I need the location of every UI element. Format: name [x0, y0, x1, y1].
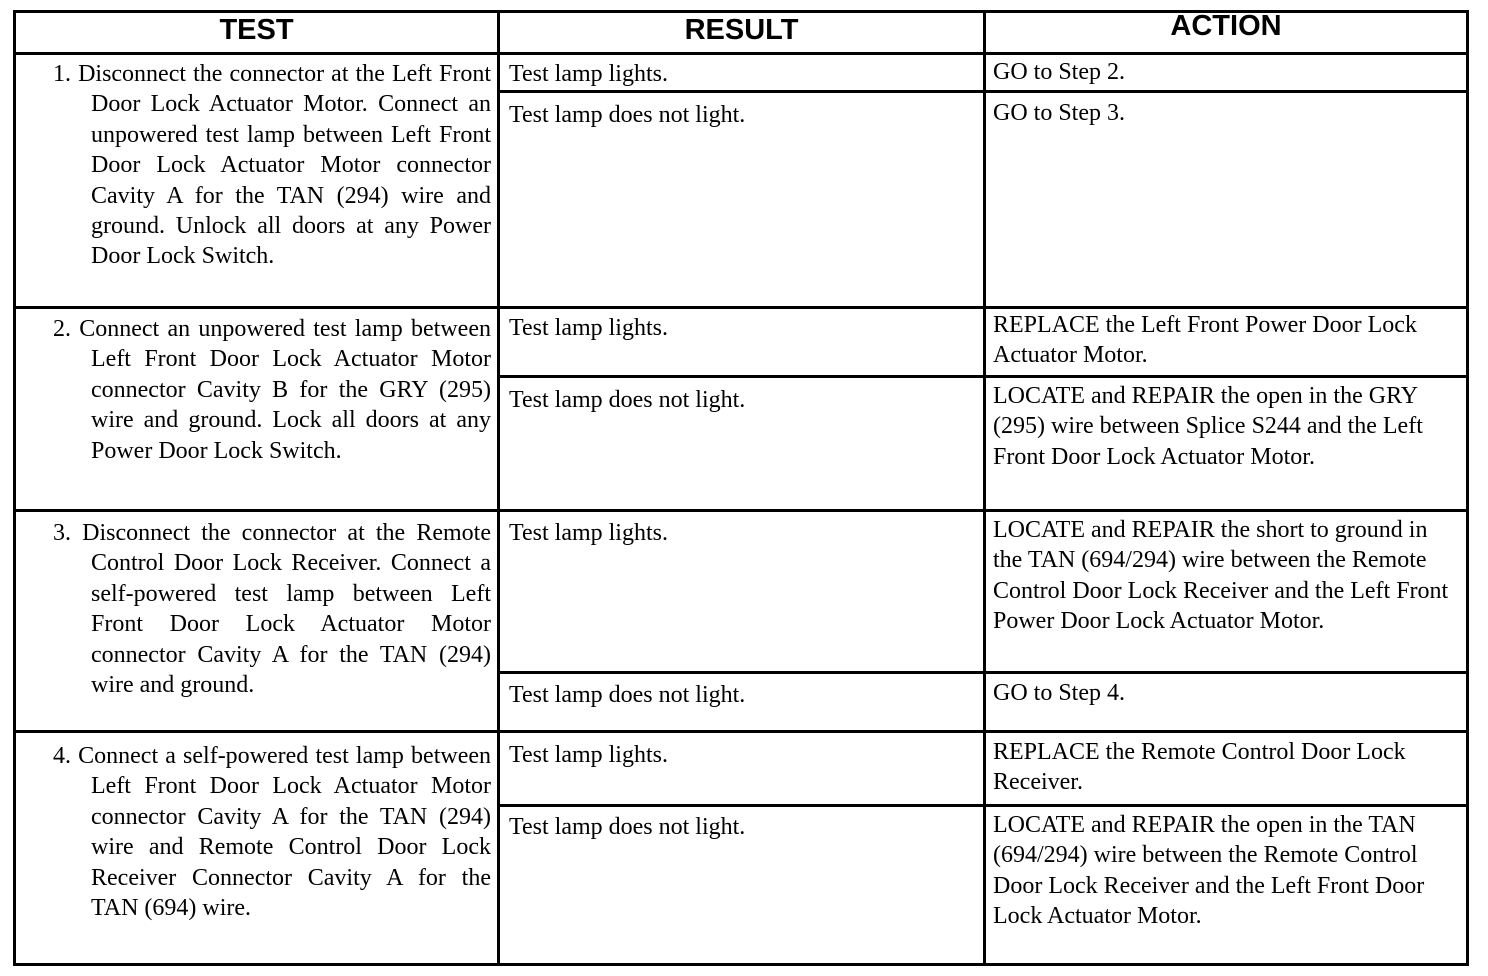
result-step-3-no-light: Test lamp does not light. — [509, 682, 746, 708]
test-step-1: 1. Disconnect the connector at the Left Front Door Lock Actuator Motor. Connect an unpowered test lamp between Left Front Door Lock Actuator Motor connector Cavity A for the TAN (294) wire and ground. Unlock all doors at any Power Door Lock Switch. — [53, 61, 491, 270]
subrow-separator-4 — [497, 804, 1469, 807]
step-separator-2 — [13, 509, 1469, 512]
test-step-4: 4. Connect a self-powered test lamp between Left Front Door Lock Actuator Motor connector Cavity A for the TAN (294) wire and Remote Control Door Lock Receiver Connector Cavity A for the TAN (694) wire. — [53, 743, 491, 922]
result-step-2-no-light: Test lamp does not light. — [509, 387, 746, 413]
action-step-3-lights: LOCATE and REPAIR the short to ground in the TAN (694/294) wire between the Remote Control Door Lock Receiver and the Left Front Power Door Lock Actuator Motor. — [993, 517, 1449, 635]
test-step-3: 3. Disconnect the connector at the Remote Control Door Lock Receiver. Connect a self-powered test lamp between Left Front Door Lock Actuator Motor connector Cavity A for the TAN (294) wire and ground. — [53, 520, 491, 699]
action-step-1-lights: GO to Step 2. — [993, 59, 1125, 85]
result-step-1-lights: Test lamp lights. — [509, 61, 668, 87]
action-step-3-no-light: GO to Step 4. — [993, 680, 1125, 706]
header-separator — [13, 52, 1469, 55]
step-separator-1 — [13, 306, 1469, 309]
column-divider-test-result — [497, 10, 500, 966]
column-divider-result-action — [983, 10, 986, 966]
action-step-4-lights: REPLACE the Remote Control Door Lock Receiver. — [993, 739, 1406, 796]
action-step-2-no-light: LOCATE and REPAIR the open in the GRY (295) wire between Splice S244 and the Left Front Door Lock Actuator Motor. — [993, 383, 1423, 470]
header-result: RESULT — [684, 14, 799, 46]
result-step-2-lights: Test lamp lights. — [509, 315, 668, 341]
result-step-1-no-light: Test lamp does not light. — [509, 102, 746, 128]
step-separator-3 — [13, 730, 1469, 733]
test-step-2: 2. Connect an unpowered test lamp between Left Front Door Lock Actuator Motor connector Cavity B for the GRY (295) wire and ground. Lock all doors at any Power Door Lock Switch. — [53, 316, 491, 464]
result-step-3-lights: Test lamp lights. — [509, 520, 668, 546]
header-test: TEST — [219, 14, 294, 46]
subrow-separator-2 — [497, 375, 1469, 378]
subrow-separator-3 — [497, 671, 1469, 674]
action-step-2-lights: REPLACE the Left Front Power Door Lock Actuator Motor. — [993, 312, 1417, 369]
subrow-separator-1 — [497, 90, 1469, 93]
header-action: ACTION — [1170, 10, 1282, 42]
result-step-4-lights: Test lamp lights. — [509, 742, 668, 768]
action-step-4-no-light: LOCATE and REPAIR the open in the TAN (694/294) wire between the Remote Control Door Lock Receiver and the Left Front Door Lock Actuator Motor. — [993, 812, 1425, 930]
action-step-1-no-light: GO to Step 3. — [993, 100, 1125, 126]
result-step-4-no-light: Test lamp does not light. — [509, 814, 746, 840]
